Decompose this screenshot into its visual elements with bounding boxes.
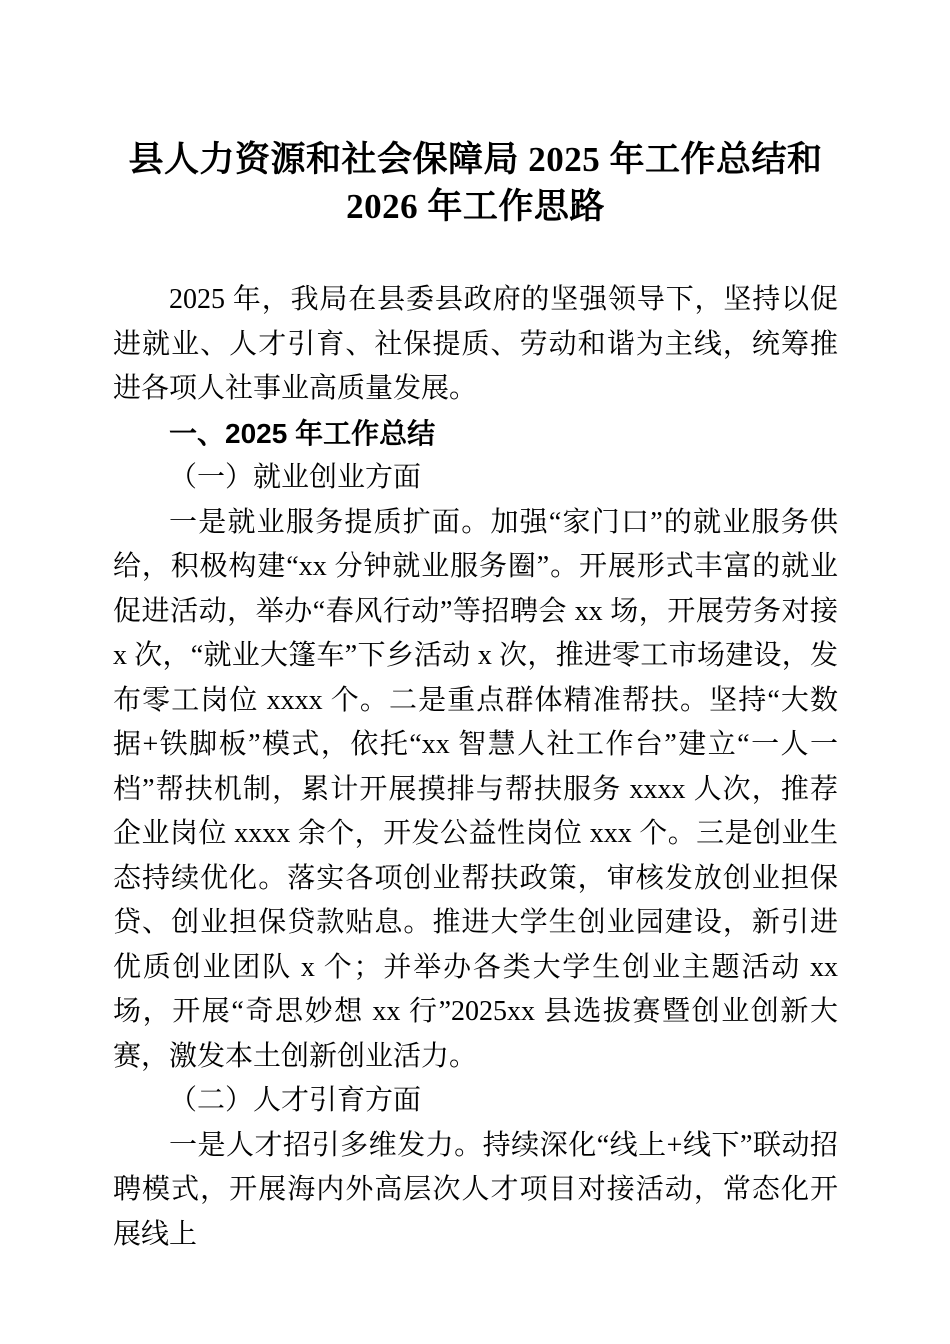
- subheading-employment-entrepreneurship: （一）就业创业方面: [169, 462, 422, 493]
- heading-2025-work-summary: 一、2025 年工作总结: [169, 417, 436, 449]
- subheading-talent-recruitment: （二）人才引育方面: [169, 1085, 422, 1116]
- intro-paragraph: 2025 年，我局在县委县政府的坚强领导下，坚持以促进就业、人才引育、社保提质、劳动和谐为主线，统筹推进各项人社事业高质量发展。: [113, 284, 838, 404]
- paragraph-employment-entrepreneurship: 一是就业服务提质扩面。加强“家门口”的就业服务供给，积极构建“xx 分钟就业服务圈”。开展形式丰富的就业促进活动，举办“春风行动”等招聘会 xx 场，开展劳务对接 x 次，“就业大篷车”下乡活动 x 次，推进零工市场建设，发布零工岗位 xxxx 个。二是重点群体精准帮扶。坚持“大数据+铁脚板”模式，依托“xx 智慧人社工作台”建立“一人一档”帮扶机制，累计开展摸排与帮扶服务 xxxx 人次，推荐企业岗位 xxxx 余个，开发公益性岗位 xxx 个。三是创业生态持续优化。落实各项创业帮扶政策，审核发放创业担保贷、创业担保贷款贴息。推进大学生创业园建设，新引进优质创业团队 x 个；并举办各类大学生创业主题活动 xx 场，开展“奇思妙想 xx 行”2025xx 县选拔赛暨创业创新大赛，激发本土创新创业活力。: [113, 506, 838, 1072]
- paragraph-talent-recruitment: 一是人才招引多维发力。持续深化“线上+线下”联动招聘模式，开展海内外高层次人才项目对接活动，常态化开展线上: [113, 1129, 838, 1250]
- document-title: 县人力资源和社会保障局 2025 年工作总结和 2026 年工作思路: [128, 140, 823, 226]
